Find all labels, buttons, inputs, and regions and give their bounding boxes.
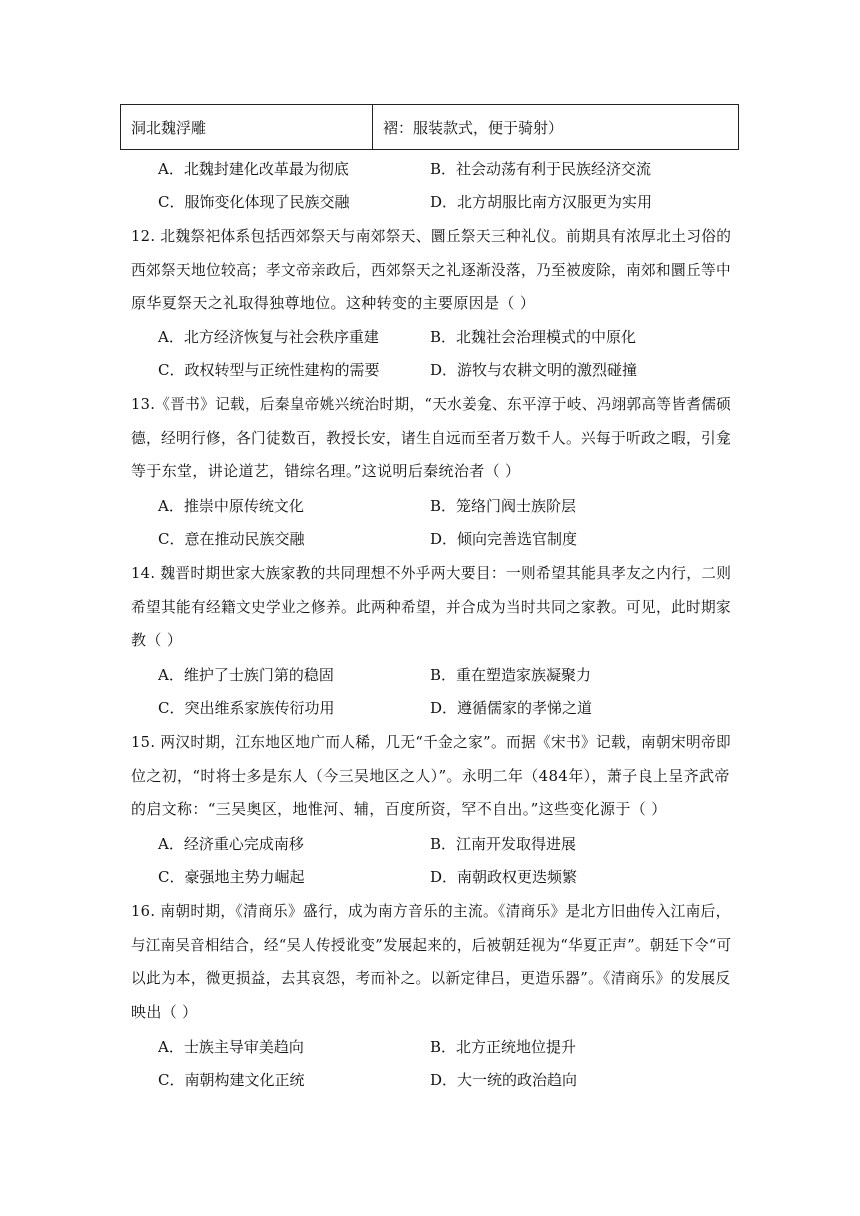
q12-option-c: C．政权转型与正统性建构的需要 [158,361,380,379]
table-cell-left: 洞北魏浮雕 [121,105,373,149]
q12-stem-line-1: 12. 北魏祭祀体系包括西郊祭天与南郊祭天、圜丘祭天三种礼仪。前期具有浓厚北土习俗的 [131,227,732,245]
q11-option-a: A．北魏封建化改革最为彻底 [158,160,349,178]
q16-option-b: B．北方正统地位提升 [430,1038,577,1056]
q16-stem-line-3: 以此为本，微更损益，去其哀怨，考而补之。以新定律吕，更造乐器”。《清商乐》的发展反 [131,969,731,987]
q12-option-a: A．北方经济恢复与社会秩序重建 [158,328,379,346]
table-cell-right: 褶：服装款式，便于骑射） [383,118,564,137]
q13-option-b: B．笼络门阀士族阶层 [430,497,577,515]
q13-stem-line-3: 等于东堂，讲论道艺，错综名理。”这说明后秦统治者（ ） [131,462,521,480]
q15-option-b: B．江南开发取得进展 [430,835,577,853]
q16-stem-line-2: 与江南吴音相结合，经“吴人传授讹变”发展起来的，后被朝廷视为“华夏正声”。朝廷下令“可 [131,936,732,954]
q16-option-c: C．南朝构建文化正统 [158,1071,305,1089]
q12-option-b: B．北魏社会治理模式的中原化 [430,328,637,346]
q13-option-c: C．意在推动民族交融 [158,530,305,548]
q15-stem-line-3: 的启文称：“三吴奥区，地惟河、辅，百度所资，罕不自出。”这些变化源于（ ） [131,800,667,818]
q14-option-b: B．重在塑造家族凝聚力 [430,666,592,684]
q15-stem-line-2: 位之初，“时将士多是东人（今三吴地区之人）”。永明二年（484年），萧子良上呈齐武帝 [131,767,730,785]
q14-stem-line-3: 教（ ） [131,631,183,649]
source-table [120,104,739,150]
q13-stem-line-2: 德，经明行修，各门徒数百，教授长安，诸生自远而至者万数千人。兴每于听政之暇，引龛 [131,429,732,447]
q16-option-d: D．大一统的政治趋向 [430,1071,578,1089]
q15-option-a: A．经济重心完成南移 [158,835,304,853]
q15-option-c: C．豪强地主势力崛起 [158,868,305,886]
q12-stem-line-2: 西郊祭天地位较高；孝文帝亲政后，西郊祭天之礼逐渐没落，乃至被废除，南郊和圜丘等中 [131,261,732,279]
q15-option-d: D．南朝政权更迭频繁 [430,868,578,886]
q13-option-a: A．推崇中原传统文化 [158,497,304,515]
q15-stem-line-1: 15. 两汉时期，江东地区地广而人稀，几无“千金之家”。而据《宋书》记载，南朝宋明帝即 [131,733,732,751]
q14-stem-line-1: 14. 魏晋时期世家大族家教的共同理想不外乎两大要目：一则希望其能具孝友之内行，二则 [131,564,732,582]
q16-stem-line-4: 映出（ ） [131,1003,198,1021]
q11-option-b: B．社会动荡有利于民族经济交流 [430,160,652,178]
q14-option-a: A．维护了士族门第的稳固 [158,666,334,684]
q14-stem-line-2: 希望其能有经籍文史学业之修养。此两种希望，并合成为当时共同之家教。可见，此时期家 [131,598,732,616]
q12-stem-line-3: 原华夏祭天之礼取得独尊地位。这种转变的主要原因是（ ） [131,294,536,312]
q13-stem-line-1: 13.《晋书》记载，后秦皇帝姚兴统治时期，“天水姜龛、东平淳于岐、冯翊郭高等皆耆儒硕 [131,395,732,413]
q12-option-d: D．游牧与农耕文明的激烈碰撞 [430,361,638,379]
q13-option-d: D．倾向完善选官制度 [430,530,578,548]
q11-option-c: C．服饰变化体现了民族交融 [158,193,350,211]
q14-option-d: D．遵循儒家的孝悌之道 [430,699,593,717]
q11-option-d: D．北方胡服比南方汉服更为实用 [430,193,653,211]
q16-option-a: A．士族主导审美趋向 [158,1038,304,1056]
q16-stem-line-1: 16. 南朝时期，《清商乐》盛行，成为南方音乐的主流。《清商乐》是北方旧曲传入江南后， [131,902,731,920]
q14-option-c: C．突出维系家族传衍功用 [158,699,335,717]
